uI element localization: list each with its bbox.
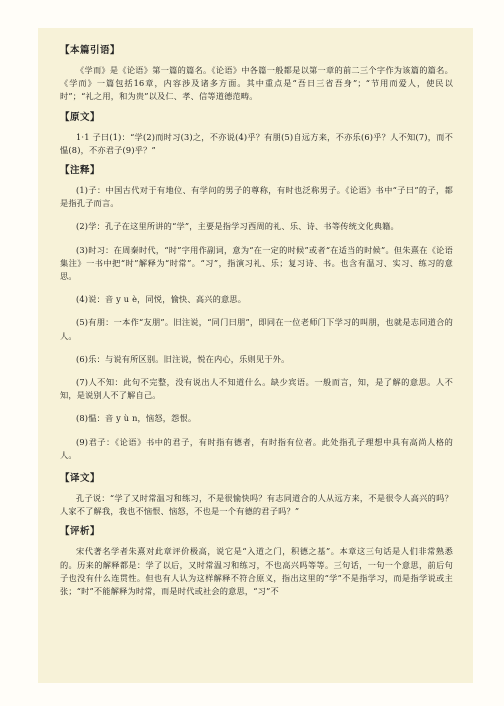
intro-paragraph: 《学而》是《论语》第一篇的篇名。《论语》中各篇一般都是以第一章的前二三个字作为该篇的篇名。《学而》一篇包括16章，内容涉及诸多方面。其中重点是“吾日三省吾身”；“节用而爱人，使民以时”；“礼之用，和为贵”以及仁、孝、信等道德范畴。 bbox=[60, 65, 453, 102]
translation-paragraph: 孔子说：“学了又时常温习和练习，不是很愉快吗？有志同道合的人从远方来，不是很令人高兴的吗？人家不了解我，我也不恼恨、恼怒，不也是一个有德的君子吗？” bbox=[60, 493, 453, 517]
translation-heading: 【译文】 bbox=[60, 473, 101, 485]
notes-heading: 【注释】 bbox=[60, 165, 101, 177]
note-item-8: (8)愠：音 y ù n，恼怒，怨恨。 bbox=[76, 413, 197, 424]
original-paragraph: 1·1 子曰(1)：“学(2)而时习(3)之，不亦说(4)乎？有朋(5)自远方来，不亦乐(6)乎？人不知(7)，而不愠(8)，不亦君子(9)乎？” bbox=[60, 131, 453, 155]
intro-heading: 【本篇引语】 bbox=[60, 45, 121, 56]
note-item-9: (9)君子：《论语》书中的君子，有时指有德者，有时指有位者。此处指孔子理想中具有高尚人格的人。 bbox=[60, 436, 453, 460]
note-item-5: (5)有朋：一本作“友朋”。旧注说，“同门曰朋”，即同在一位老师门下学习的叫朋，也就是志同道合的人。 bbox=[60, 317, 453, 341]
note-item-6: (6)乐：与说有所区别。旧注说，悦在内心，乐则见于外。 bbox=[76, 353, 290, 364]
note-item-7: (7)人不知：此句不完整，没有说出人不知道什么。缺少宾语。一般而言，知，是了解的意思。人不知，是说别人不了解自己。 bbox=[60, 377, 453, 401]
commentary-paragraph: 宋代著名学者朱熹对此章评价极高，说它是“入道之门，积德之基”。本章这三句话是人们非常熟悉的。历来的解释都是：学了以后，又时常温习和练习，不也高兴吗等等。三句话，一句一个意思，前后句子也没有什么连贯性。但也有人认为这样解释不符合原义，指出这里的“学”不是指学习，而是指学说或主张；“时”不能解释为时常，而是时代或社会的意思，“习”不 bbox=[60, 546, 453, 597]
commentary-heading: 【评析】 bbox=[60, 526, 101, 538]
original-heading: 【原文】 bbox=[60, 111, 101, 123]
document-page bbox=[38, 28, 473, 683]
note-item-4: (4)说：音 y u è，同悦，愉快、高兴的意思。 bbox=[76, 294, 247, 305]
note-item-3: (3)时习：在周秦时代，“时”字用作副词，意为“在一定的时候”或者“在适当的时候”。但朱熹在《论语集注》一书中把“时”解释为“时常”。“习”，指演习礼、乐；复习诗、书。也含有温习、实习、练习的意思。 bbox=[60, 244, 453, 282]
note-item-2: (2)学：孔子在这里所讲的“学”，主要是指学习西周的礼、乐、诗、书等传统文化典籍。 bbox=[76, 221, 399, 232]
note-item-1: (1)子：中国古代对于有地位、有学问的男子的尊称，有时也泛称男子。《论语》书中“子曰”的子，都是指孔子而言。 bbox=[60, 185, 453, 209]
